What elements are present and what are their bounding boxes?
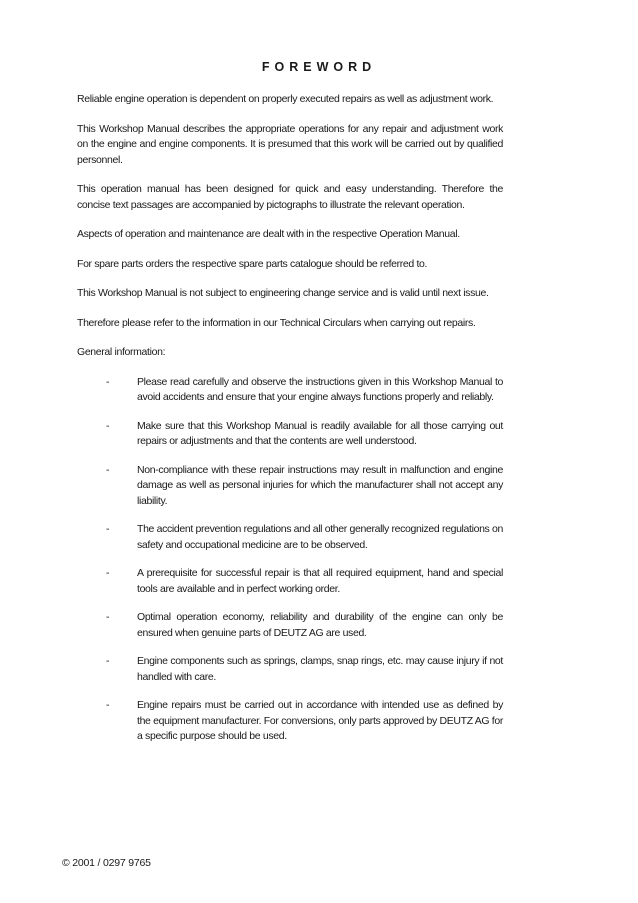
list-item-text: Engine repairs must be carried out in accordance with intended use as defined by the equipment manufacturer. For conversions, only parts approved by DEUTZ AG for a specific purpose should be used.	[137, 699, 503, 742]
list-item-text: Please read carefully and observe the instructions given in this Workshop Manual to avoid accidents and ensure that your engine always functions properly and reliably.	[137, 375, 503, 403]
list-item	[77, 698, 503, 745]
paragraph-spare-parts: For spare parts orders the respective spare parts catalogue should be referred to.	[77, 257, 428, 270]
bullet-dash: -	[106, 611, 110, 623]
bullet-dash: -	[106, 419, 110, 432]
bullet-dash: -	[106, 375, 110, 388]
document-body	[77, 92, 503, 758]
general-information-heading: General information:	[77, 346, 166, 358]
paragraph-pictographs: This operation manual has been designed for quick and easy understanding. Therefore the concise text passages are accompanied by pictographs to illustrate the relevant operation.	[77, 183, 503, 211]
list-item-text: Non-compliance with these repair instructions may result in malfunction and engine damage as well as personal injuries for which the manufacturer shall not accept any liability.	[137, 463, 503, 507]
paragraph-engine-operation: Reliable engine operation is dependent on properly executed repairs as well as adjustment work.	[77, 93, 494, 105]
list-item	[77, 522, 503, 553]
paragraph-operation-maintenance: Aspects of operation and maintenance are dealt with in the respective Operation Manual.	[77, 228, 460, 240]
bullet-dash: -	[106, 699, 110, 711]
paragraph-technical-circulars: Therefore please refer to the information in our Technical Circulars when carrying out repairs.	[77, 316, 476, 329]
list-item-text: Engine components such as springs, clamps, snap rings, etc. may cause injury if not handled with care.	[137, 655, 503, 683]
list-item	[77, 654, 503, 685]
list-item-text: The accident prevention regulations and all other generally recognized regulations on safety and occupational medicine are to be observed.	[137, 523, 504, 551]
bullet-dash: -	[106, 567, 110, 579]
list-item	[77, 375, 503, 406]
bullet-dash: -	[106, 463, 110, 476]
list-item	[77, 610, 503, 641]
list-item	[77, 463, 503, 510]
list-item-text: Optimal operation economy, reliability and durability of the engine can only be ensured when genuine parts of DEUTZ AG are used.	[137, 611, 503, 639]
list-item	[77, 419, 503, 450]
list-item-text: Make sure that this Workshop Manual is readily available for all those carrying out repairs or adjustments and that the contents are well understood.	[137, 419, 503, 447]
list-item-text: A prerequisite for successful repair is that all required equipment, hand and special tools are available and in perfect working order.	[137, 567, 503, 595]
copyright-footer: © 2001 / 0297 9765	[62, 857, 151, 869]
general-information-list	[77, 375, 503, 745]
page-title: FOREWORD	[261, 60, 377, 74]
paragraph-manual-description: This Workshop Manual describes the appropriate operations for any repair and adjustment work on the engine and engine components. It is presumed that this work will be carried out by qualified personnel.	[77, 122, 503, 166]
list-item	[77, 566, 503, 597]
bullet-dash: -	[106, 523, 110, 535]
bullet-dash: -	[106, 655, 110, 667]
paragraph-change-service: This Workshop Manual is not subject to engineering change service and is valid until next issue.	[77, 287, 489, 299]
